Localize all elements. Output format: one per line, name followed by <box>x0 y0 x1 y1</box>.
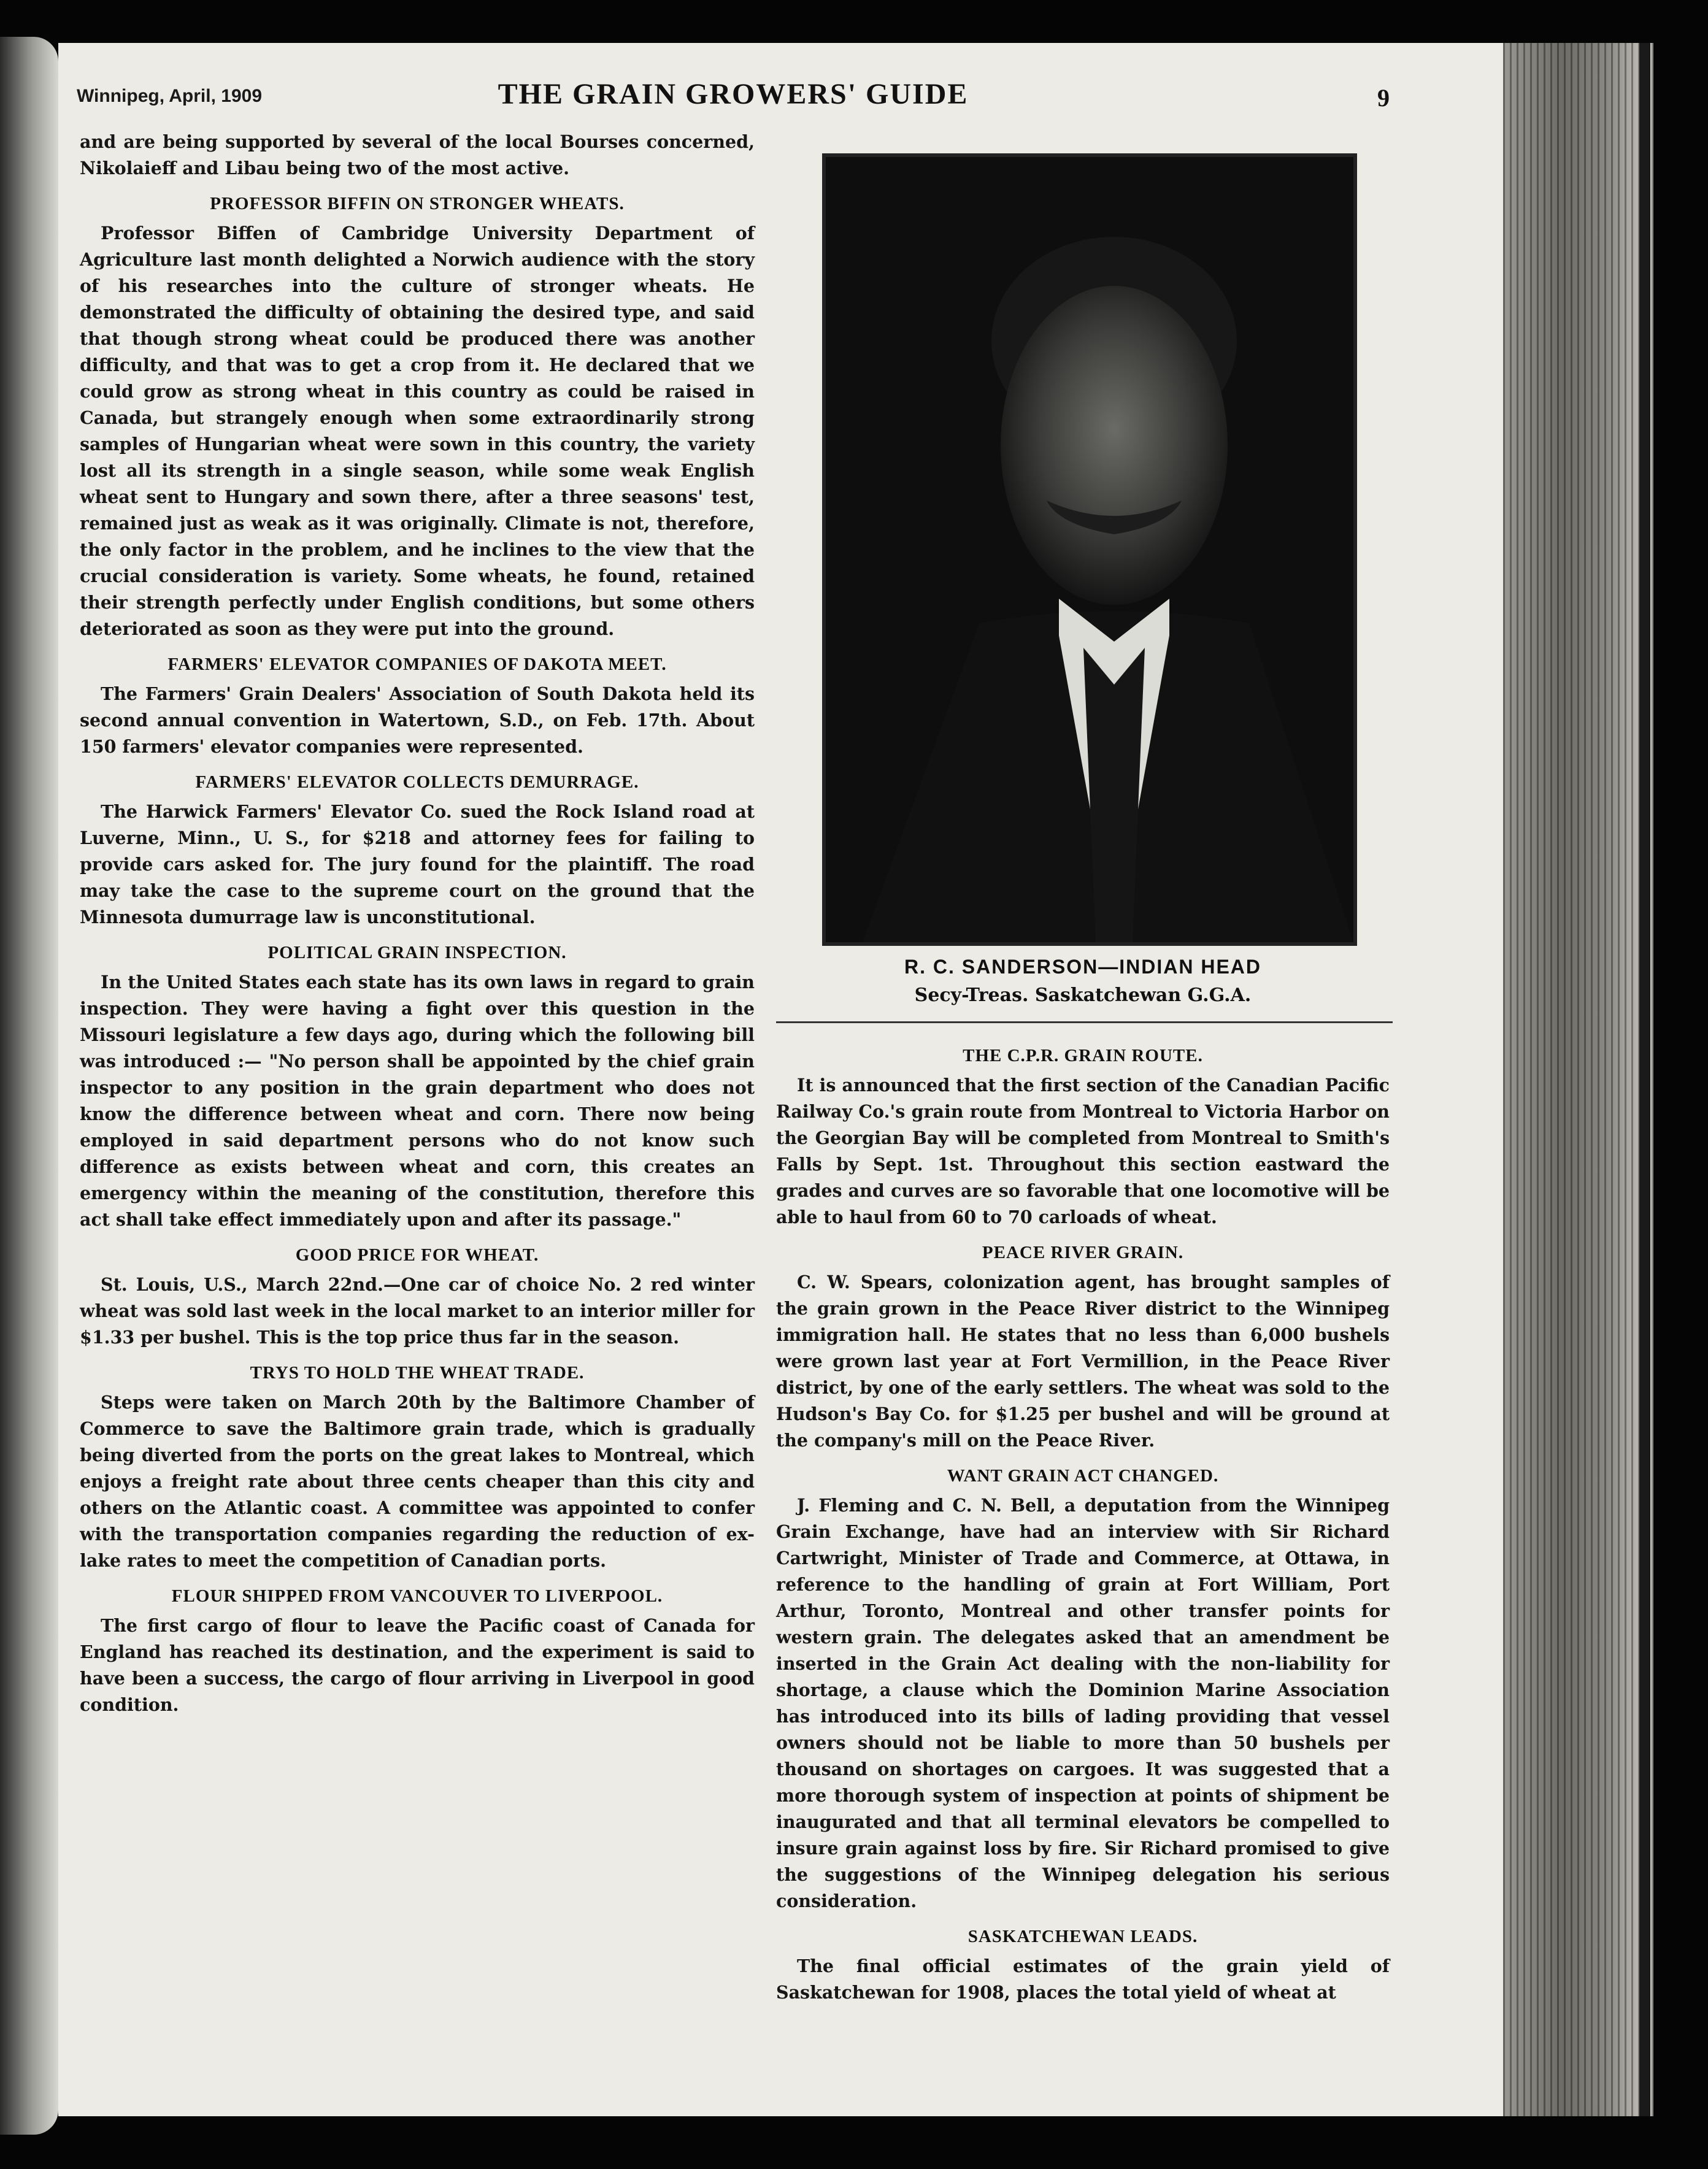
binding-edge <box>1639 43 1650 2116</box>
right-column <box>776 1034 1390 2010</box>
article-heading: FARMERS' ELEVATOR COLLECTS DEMURRAGE. <box>195 772 639 792</box>
intro-paragraph: and are being supported by several of the local Bourses concerned, Nikolaieff and Libau being two of the most active. <box>80 131 755 179</box>
article-body: J. Fleming and C. N. Bell, a deputation from the Winnipeg Grain Exchange, have had an interview with Sir Richard Cartwright, Minister of Trade and Commerce, at Ottawa, in reference to the handling of grain at Fort William, Port Arthur, Toronto, Montreal and other transfer points for western grain. The delegates asked that an amendment be inserted in the Grain Act dealing with the non-liability for shortage, a clause which the Dominion Marine Association has introduced into its bills of lading providing that vessel owners should not be liable to more than 50 bushels per thousand on shortages on cargoes. It was suggested that a more thorough system of inspection at points of shipment be inaugurated and that all terminal elevators be compelled to insure grain against loss by fire. Sir Richard promised to give the suggestions of the Winnipeg delegation his serious consideration. <box>776 1495 1390 1911</box>
article-heading: PROFESSOR BIFFIN ON STRONGER WHEATS. <box>210 194 625 213</box>
photo-caption-title: Secy-Treas. Saskatchewan G.G.A. <box>914 985 1252 1006</box>
article-heading: PEACE RIVER GRAIN. <box>982 1243 1184 1262</box>
article-heading: TRYS TO HOLD THE WHEAT TRADE. <box>250 1363 585 1383</box>
article-body: St. Louis, U.S., March 22nd.—One car of choice No. 2 red winter wheat was sold last week in the local market to an interior miller for $1.33 per bushel. This is the top price thus far in the season. <box>80 1274 755 1348</box>
article-heading: WANT GRAIN ACT CHANGED. <box>947 1466 1219 1486</box>
caption-divider <box>776 1021 1393 1023</box>
article-body: The final official estimates of the grain yield of Saskatchewan for 1908, places the total yield of wheat at <box>776 1956 1390 2003</box>
article-heading: SASKATCHEWAN LEADS. <box>967 1927 1198 1946</box>
facing-page-edge <box>0 37 58 2135</box>
article-body: C. W. Spears, colonization agent, has brought samples of the grain grown in the Peace River district to the Winnipeg immigration hall. He states that no less than 6,000 bushels were grown last year at Fort Vermillion, in the Peace River district, by one of the early settlers. The wheat was sold to the Hudson's Bay Co. for $1.25 per bushel and will be ground at the company's mill on the Peace River. <box>776 1272 1390 1451</box>
book-binding <box>1503 43 1653 2116</box>
article-heading: POLITICAL GRAIN INSPECTION. <box>267 943 567 962</box>
photo-caption-name: R. C. SANDERSON—INDIAN HEAD <box>904 956 1262 978</box>
left-column <box>80 129 755 1722</box>
article-body: The Harwick Farmers' Elevator Co. sued the Rock Island road at Luverne, Minn., U. S., for $218 and attorney fees for failing to provide cars asked for. The jury found for the plaintiff. The road may take the case to the supreme court on the ground that the Minnesota dumurrage law is unconstitutional. <box>80 801 755 927</box>
header-title: THE GRAIN GROWERS' GUIDE <box>498 78 969 110</box>
article-body: Professor Biffen of Cambridge University Department of Agriculture last month delighted a Norwich audience with the story of his researches into the culture of stronger wheats. He demonstrated the difficulty of obtaining the desired type, and said that though strong wheat could be produced there was another difficulty, and that was to get a crop from it. He declared that we could grow as strong wheat in this country as could be raised in Canada, but strangely enough when some extraordinarily strong samples of Hungarian wheat were sown in this country, the variety lost all its strength in a single season, while some weak English wheat sent to Hungary and sown there, after a three seasons' test, remained just as weak as it was originally. Climate is not, therefore, the only factor in the problem, and he inclines to the view that the crucial consideration is variety. Some wheats, he found, retained their strength perfectly under English conditions, but some others deteriorated as soon as they were put into the ground. <box>80 223 755 639</box>
article-body: The Farmers' Grain Dealers' Association of South Dakota held its second annual convention in Watertown, S.D., on Feb. 17th. About 150 farmers' elevator companies were represented. <box>80 683 755 757</box>
article-heading: THE C.P.R. GRAIN ROUTE. <box>963 1046 1203 1065</box>
header-date: Winnipeg, April, 1909 <box>77 86 263 106</box>
portrait-photo <box>822 153 1357 946</box>
article-body: In the United States each state has its own laws in regard to grain inspection. They were having a fight over this question in the Missouri legislature a few days ago, during which the following bill was introduced :— "No person shall be appointed by the chief grain inspector to any position in the grain department who does not know the difference between wheat and corn. There now being employed in said department persons who do not know such difference as exists between wheat and corn, this creates an emergency within the meaning of the constitution, therefore this act shall take effect immediately upon and after its passage." <box>80 972 755 1230</box>
page-header <box>77 74 1390 135</box>
portrait-figure <box>826 157 1353 942</box>
article-body: The first cargo of flour to leave the Pacific coast of Canada for England has reached its destination, and the experiment is said to have been a success, the cargo of flour arriving in Liverpool in good condition. <box>80 1615 755 1715</box>
article-heading: GOOD PRICE FOR WHEAT. <box>295 1245 539 1265</box>
page-number: 9 <box>1377 84 1390 112</box>
article-body: Steps were taken on March 20th by the Baltimore Chamber of Commerce to save the Baltimore grain trade, which is gradually being diverted from the ports on the great lakes to Montreal, which enjoys a freight rate about three cents cheaper than this city and others on the Atlantic coast. A committee was appointed to confer with the transportation companies regarding the reduction of ex-lake rates to meet the competition of Canadian ports. <box>80 1392 755 1571</box>
article-body: It is announced that the first section of the Canadian Pacific Railway Co.'s grain route from Montreal to Victoria Harbor on the Georgian Bay will be completed from Montreal to Smith's Falls by Sept. 1st. Throughout this section eastward the grades and curves are so favorable that one locomotive will be able to haul from 60 to 70 carloads of wheat. <box>776 1075 1390 1227</box>
article-heading: FLOUR SHIPPED FROM VANCOUVER TO LIVERPOOL. <box>171 1586 663 1606</box>
article-heading: FARMERS' ELEVATOR COMPANIES OF DAKOTA MEET. <box>167 655 667 674</box>
